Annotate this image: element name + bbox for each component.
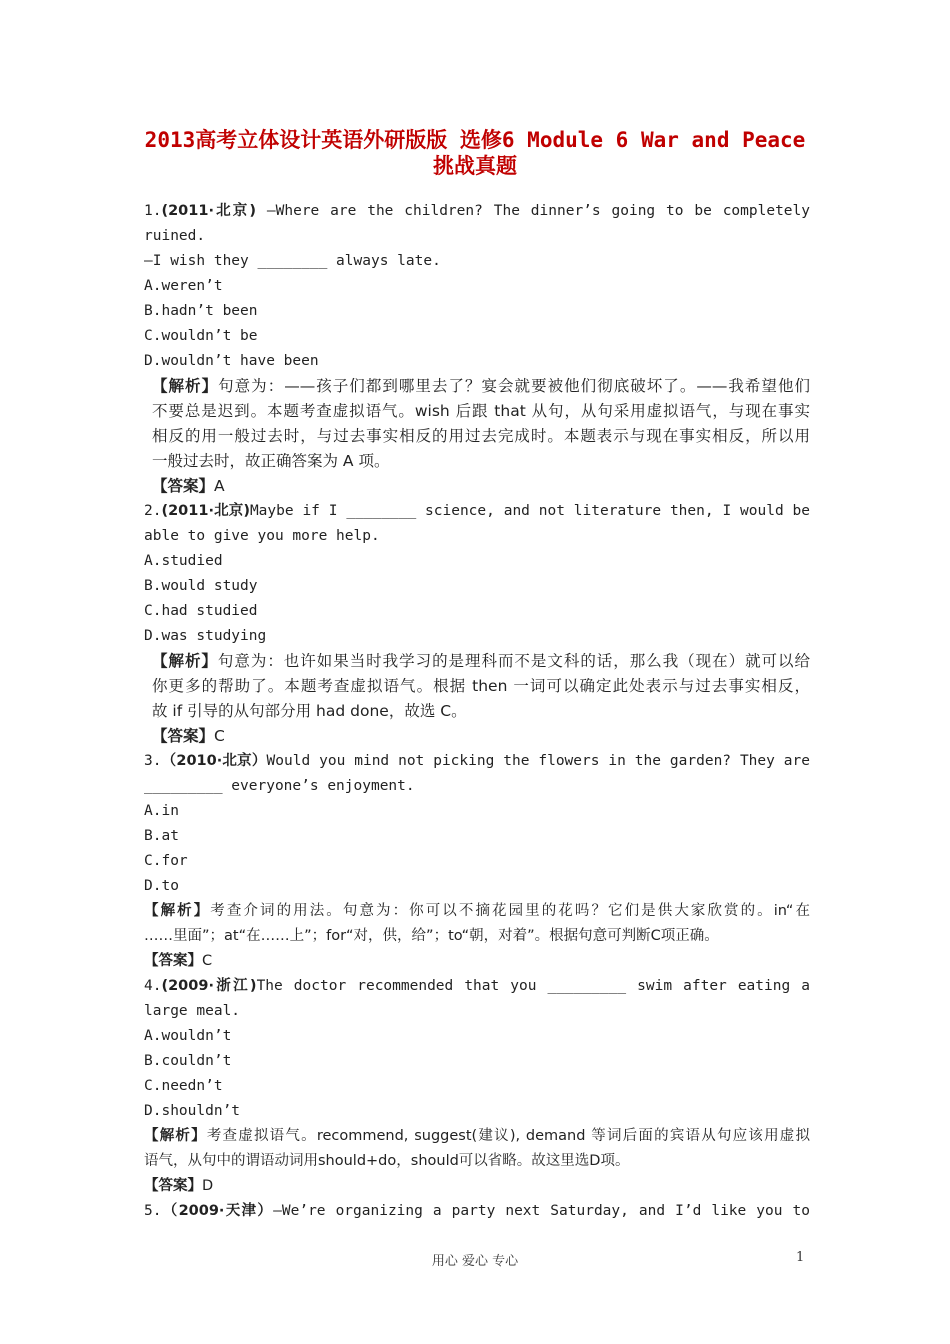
question-3-option: A.in	[144, 803, 179, 819]
question-4-stem-line: 4.(2009·浙江)The doctor recommended that you _________ swim after eating a	[144, 978, 810, 994]
question-4-option: D.shouldn’t	[144, 1103, 241, 1119]
question-1-explanation: 一般过去时，故正确答案为 A 项。	[152, 452, 390, 470]
question-2-stem-line: able to give you more help.	[144, 528, 380, 544]
question-2-option: B.would study	[144, 578, 258, 594]
question-1-stem-line: 1.(2011·北京) —Where are the children? The dinner’s going to be completely	[144, 203, 810, 219]
question-2-answer: 【答案】C	[152, 727, 225, 745]
question-3-option: C.for	[144, 853, 188, 869]
document-subtitle: 挑战真题	[433, 154, 517, 178]
document-body	[144, 199, 810, 1224]
question-3-answer: 【答案】C	[144, 953, 213, 969]
question-1-option: A.weren’t	[144, 278, 223, 294]
question-4-option: A.wouldn’t	[144, 1028, 232, 1044]
question-3-stem-line: 3.（2010·北京）Would you mind not picking the flowers in the garden? They are	[144, 753, 810, 769]
question-2-explanation: 【解析】句意为：也许如果当时我学习的是理科而不是文科的话，那么我（现在）就可以给	[152, 652, 810, 670]
question-1-stem-line: —I wish they ________ always late.	[144, 253, 441, 269]
page-footer: 用心 爱心 专心	[431, 1254, 519, 1269]
question-2-explanation: 故 if 引导的从句部分用 had done，故选 C。	[152, 702, 467, 720]
question-1-explanation: 【解析】句意为：——孩子们都到哪里去了？宴会就要被他们彻底破坏了。——我希望他们	[152, 377, 810, 395]
question-5-stem-line: 5.（2009·天津）—We’re organizing a party next Saturday, and I’d like you to	[144, 1203, 810, 1219]
question-1-explanation: 相反的用一般过去时，与过去事实相反的用过去完成时。本题表示与现在事实相反，所以用	[152, 427, 810, 445]
question-4-explanation: 语气，从句中的谓语动词用should+do，should可以省略。故这里选D项。	[144, 1153, 630, 1169]
document-title: 2013高考立体设计英语外研版版 选修6 Module 6 War and Peace	[144, 128, 806, 152]
question-2-explanation: 你更多的帮助了。本题考查虚拟语气。根据 then 一词可以确定此处表示与过去事实相反，	[152, 677, 810, 695]
question-3-explanation: ……里面”；at“在……上”；for“对，供，给”；to“朝，对着”。根据句意可判断C项正确。	[144, 928, 719, 944]
question-4-option: B.couldn’t	[144, 1053, 232, 1069]
question-2-option: C.had studied	[144, 603, 258, 619]
question-1-answer: 【答案】A	[152, 477, 225, 495]
question-4-stem-line: large meal.	[144, 1003, 241, 1019]
question-1-option: B.hadn’t been	[144, 303, 258, 319]
question-4-explanation: 【解析】考查虚拟语气。recommend, suggest(建议), demand 等词后面的宾语从句应该用虚拟	[144, 1128, 810, 1144]
question-4-option: C.needn’t	[144, 1078, 223, 1094]
question-3-stem-line: _________ everyone’s enjoyment.	[144, 778, 415, 794]
question-4-answer: 【答案】D	[144, 1178, 214, 1194]
question-2-option: D.was studying	[144, 628, 267, 644]
question-3-option: B.at	[144, 828, 179, 844]
question-1-stem-line: ruined.	[144, 228, 206, 244]
question-1-option: D.wouldn’t have been	[144, 353, 319, 369]
question-3-option: D.to	[144, 878, 179, 894]
question-3-explanation: 【解析】考查介词的用法。句意为：你可以不摘花园里的花吗？它们是供大家欣赏的。in“在	[144, 903, 810, 919]
question-1-option: C.wouldn’t be	[144, 328, 258, 344]
question-2-option: A.studied	[144, 553, 223, 569]
question-2-stem-line: 2.(2011·北京)Maybe if I ________ science, and not literature then, I would be	[144, 503, 810, 519]
question-1-explanation: 不要总是迟到。本题考查虚拟语气。wish 后跟 that 从句，从句采用虚拟语气，与现在事实	[152, 402, 810, 420]
page-number: 1	[796, 1250, 805, 1265]
